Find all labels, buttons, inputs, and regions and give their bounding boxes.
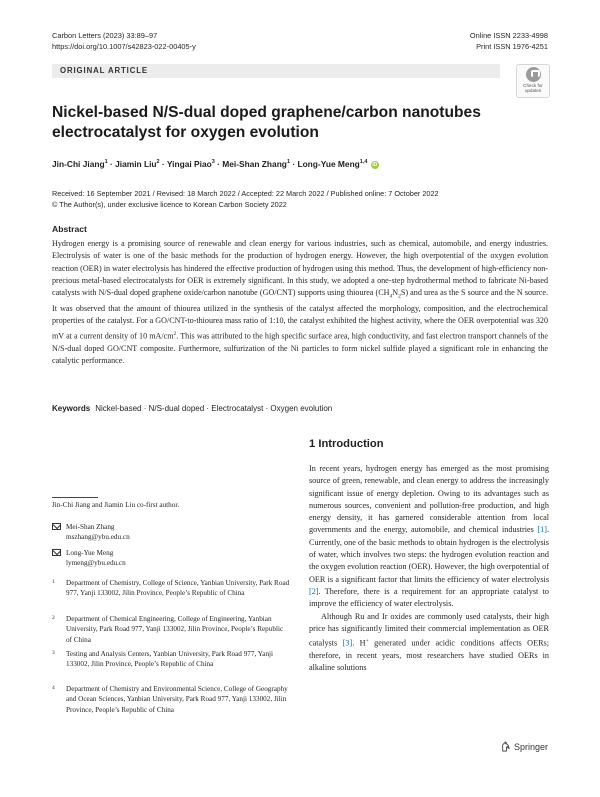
citation-link[interactable]: [1]: [537, 525, 547, 535]
section-heading-introduction: 1 Introduction: [309, 438, 384, 450]
author-name[interactable]: Jin-Chi Jiang: [52, 158, 105, 169]
history-dates: Received: 16 September 2021 / Revised: 18 March 2022 / Accepted: 22 March 2022 / Published online: 7 October 2022: [52, 189, 439, 198]
contact-entry: [52, 522, 290, 543]
envelope-icon: [52, 523, 61, 530]
introduction-body: [309, 463, 549, 675]
crossmark-icon[interactable]: [516, 64, 550, 98]
crossmark-disc: [526, 67, 541, 82]
publication-dates: [52, 189, 439, 210]
keywords-list: Nickel-based · N/S-dual doped · Electrocatalyst · Oxygen evolution: [95, 404, 333, 413]
contact-name: Mei-Shan Zhang: [66, 523, 115, 531]
affiliation-item: 4 Department of Chemistry and Environmental Science, College of Geography and Ocean Sciences, Yanbian University, Park Road 977, Yanji 133002, Jilin Province, People’s Republic of China: [52, 684, 290, 715]
contact-name: Long-Yue Meng: [66, 549, 114, 557]
author-list: Jin-Chi Jiang$^1$ · Jiamin Liu$^2$ · Yingai Piao$^3$ · Mei-Shan Zhang$^1$ · Long-Yue Meng$^{1,4}$ iD: [52, 158, 378, 169]
print-issn: Print ISSN 1976-4251: [476, 42, 548, 51]
affiliation-item: 1 Department of Chemistry, College of Science, Yanbian University, Park Road 977, Yanji 133002, Jilin Province, People’s Republic of China: [52, 579, 290, 598]
contact-entry: [52, 548, 290, 569]
publisher-logo: [500, 741, 548, 752]
paper-title: Nickel-based N/S-dual doped graphene/carbon nanotubes electrocatalyst for oxygen evolution: [52, 104, 481, 141]
author-name[interactable]: Yingai Piao: [166, 158, 212, 169]
affiliation-text: Department of Chemistry, College of Science, Yanbian University, Park Road 977, Yanji 133002, Jilin Province, People’s Republic of China: [66, 579, 290, 598]
affiliation-text: Department of Chemical Engineering, College of Engineering, Yanbian University, Park Road 977, Yanji 133002, Jilin Province, People’s Republic of China: [66, 615, 284, 644]
springer-horse-icon: [500, 741, 511, 752]
copyright: © The Author(s), under exclusive licence to Korean Carbon Society 2022: [52, 199, 287, 209]
affiliation-text: Department of Chemistry and Environmental Science, College of Geography and Ocean Sciences, Yanbian University, Park Road 977, Yanji 133002, Jilin Province, People’s Republic of China: [66, 685, 288, 714]
intro-paragraph: Although Ru and Ir oxides are commonly used catalysts, their high price has significantly limited their commercial implementation as OER catalysts [3]. H+ generated under acidic conditions affects OERs; therefore, in recent years, most researchers have studied OERs in alkaline solutions: [309, 611, 549, 673]
envelope-icon: [52, 549, 61, 556]
citation-link[interactable]: [2]: [309, 586, 319, 596]
contact-email[interactable]: lymeng@ybu.edu.cn: [66, 559, 126, 568]
affiliation-text: Testing and Analysis Centers, Yanbian University, Park Road 977, Yanji 133002, Jilin Province, People’s Republic of China: [66, 650, 274, 669]
issn-block: [470, 30, 548, 52]
keywords: [52, 403, 332, 415]
citation-link[interactable]: [3]: [342, 638, 353, 648]
author-name[interactable]: Mei-Shan Zhang: [222, 158, 287, 169]
crossmark-label: Check for updates: [523, 83, 543, 93]
doi-link[interactable]: https://doi.org/10.1007/s42823-022-00405-y: [52, 42, 196, 51]
journal-citation: Carbon Letters (2023) 33:89–97: [52, 31, 158, 40]
publisher-name: Springer: [513, 741, 548, 752]
author-name[interactable]: Long-Yue Meng: [297, 158, 360, 169]
orcid-icon[interactable]: iD: [372, 161, 378, 168]
author-name[interactable]: Jiamin Liu: [115, 158, 157, 169]
abstract-heading: Abstract: [52, 224, 87, 234]
affiliation-item: 2 Department of Chemical Engineering, College of Engineering, Yanbian University, Park Road 977, Yanji 133002, Jilin Province, People’s Republic of China: [52, 614, 290, 645]
keywords-heading: Keywords: [52, 404, 91, 413]
affiliation-item: 3 Testing and Analysis Centers, Yanbian University, Park Road 977, Yanji 133002, Jilin Province, People’s Republic of China: [52, 649, 290, 670]
abstract-body: Hydrogen energy is a promising source of renewable and clean energy for various industries, such as chemical, automobile, and energy industries. Electrolysis of water is one of the basic methods for the production of hydrogen energy. However, the high overpotential of the oxygen evolution reaction (OER) in water electrolysis has hindered the effective production of hydrogen using this method. Thus, the development of high-efficiency non-precious metal-based electrocatalysts for OER is extremely significant. In this study, we adopted a one-step hydrothermal method to fabricate Ni-based catalysts with N/S-dual doped graphene oxide/carbon nanotube (GO/CNT) supports using thiourea $(CH_4N_2S)$ and urea as the S source and the N source. It was observed that the amount of thiourea utilized in the synthesis of the catalyst affected the morphology, composition, and the electrochemical properties of the catalyst. For a GO/CNT-to-thiourea mass ratio of 1:10, the catalyst exhibited the highest activity, where the OER overpotential was 320 mV at a current density of 10 $mA/cm^2$. This was attributed to the high specific surface area, high conductivity, and fast electron transport channels of the N/S-dual doped GO/CNT composite. Furthermore, sulfurization of the Ni particles to form nickel sulfide played a significant role in enhancing the catalytic performance.: [52, 239, 548, 365]
article-type-banner: ORIGINAL ARTICLE: [52, 64, 500, 78]
intro-paragraph: In recent years, hydrogen energy has emerged as the most promising source of green, renewable, and clean energy to address the increasingly significant issue of energy depletion. Owing to its advantages such as numerous sources, convenient and pollution-free production, and high energy density, it has garnered considerable attention from local governments and the energy, automobile, and chemical industries [1]. Currently, one of the basic methods to obtain hydrogen is the electrolysis of water, which involves two steps: the hydrogen evolution reaction and the oxygen evolution reaction (OER). However, the high overpotential of OER is a significant factor that limits the efficiency of water electrolysis [2]. Therefore, there is a requirement for an appropriate catalyst to improve the efficiency of water electrolysis.: [309, 464, 549, 609]
co-author-footnote: Jin-Chi Jiang and Jiamin Liu co-first author.: [52, 501, 180, 509]
footnote-divider: [52, 497, 98, 498]
contact-email[interactable]: mszhang@ybu.edu.cn: [66, 533, 130, 542]
online-issn: Online ISSN 2233-4998: [469, 31, 548, 40]
journal-header: [52, 30, 196, 52]
